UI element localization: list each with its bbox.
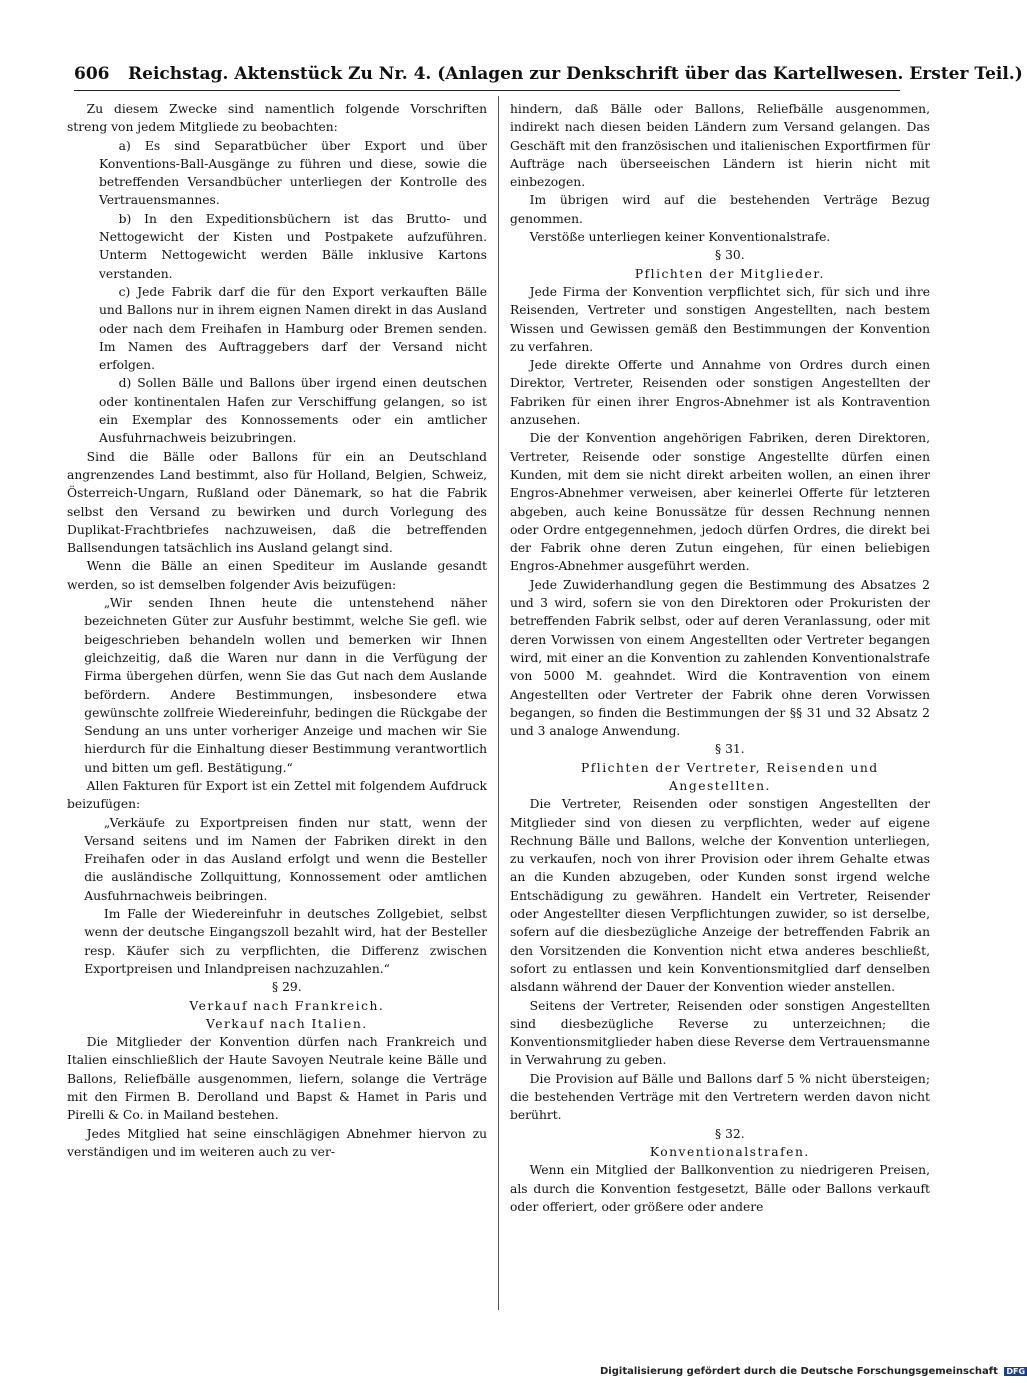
list-item-a: a) Es sind Separatbücher über Export und über Konventions-Ball-Ausgänge zu führen und diese, sowie die betreffenden Versandbücher unterliegen der Kontrolle des Vertrauensmannes. (98, 138, 487, 208)
paragraph: Wenn die Bälle an einen Spediteur im Auslande gesandt werden, so ist demselben folgender Avis beizufügen: (67, 559, 487, 592)
header-rule (74, 90, 900, 91)
paragraph: Wenn ein Mitglied der Ballkonvention zu niedrigeren Preisen, als durch die Konvention festgesetzt, Bälle oder Ballons verkauft oder offeriert, oder größere oder andere (510, 1163, 930, 1214)
paragraph: Die der Konvention angehörigen Fabriken, deren Direktoren, Vertreter, Reisende oder sonstige Angestellte dürfen einen Kunden, mit dem sie nicht direkt arbeiten wollen, an einen ihrer Engros-Abnehmer verweisen, aber keinerlei Offerte für letzteren abgeben, auch keine Bonussätze für dessen Rechnung nennen oder Ordre entgegennehmen, jedoch dürfen Ordres, die direkt bei der Fabrik ohne deren Zutun eingehen, für einen beliebigen Engros-Abnehmer ausgeführt werden. (510, 431, 930, 574)
section-number-31: § 31. (715, 742, 745, 757)
paragraph: hindern, daß Bälle oder Ballons, Reliefbälle ausgenommen, indirekt nach diesen beiden Ländern zum Versand gelangen. Das Geschäft mit den französischen und italienischen Exportfirmen für Aufträge nach überseeischen Ländern ist hierin nicht mit einbezogen. (510, 102, 930, 190)
paragraph: Die Provision auf Bälle und Ballons darf 5 % nicht übersteigen; die bestehenden Verträge mit den Vertretern werden davon nicht berührt. (510, 1071, 930, 1123)
paragraph: Jede Firma der Konvention verpflichtet sich, für sich und ihre Reisenden, Vertreter und sonstigen Angestellten, nach bestem Wissen und Gewissen gemäß den Bestimmungen der Konvention zu verfahren. (510, 284, 930, 354)
block-quote: Im Falle der Wiedereinfuhr in deutsches Zollgebiet, selbst wenn der deutsche Eingangszoll bezahlt wird, hat der Besteller resp. Käufer sich zu verpflichten, die Differenz zwischen Exportpreisen und Inlandpreisen nachzuzahlen.“ (84, 907, 487, 976)
paragraph: Die Mitglieder der Konvention dürfen nach Frankreich und Italien einschließlich der Haute Savoyen Neutrale keine Bälle und Ballons, Reliefbälle ausgenommen, liefern, solange die Verträge mit den Firmen B. Derolland und Bapst & Hamet in Paris und Pirelli & Co. in Mailand bestehen. (67, 1035, 487, 1123)
right-column (510, 100, 930, 1310)
paragraph: Jede direkte Offerte und Annahme von Ordres durch einen Direktor, Vertreter, Reisenden oder sonstigen Angestellten der Fabriken für einen ihrer Engros-Abnehmer ist als Kontravention anzusehen. (510, 358, 930, 428)
list-item-d: d) Sollen Bälle und Ballons über irgend einen deutschen oder kontinentalen Hafen zur Verschiffung gelangen, so ist ein Exemplar des Konnossements oder ein amtlicher Ausfuhrnachweis beizubringen. (98, 376, 487, 446)
page-number: 606 (74, 64, 110, 84)
running-header (74, 64, 1023, 88)
running-title: Reichstag. Aktenstück Zu Nr. 4. (Anlagen zur Denkschrift über das Kartellwesen. Erster Teil.) (128, 64, 1023, 84)
block-quote: „Verkäufe zu Exportpreisen finden nur statt, wenn der Versand seitens und im Namen der Fabriken direkt in den Freihafen oder in das Ausland erfolgt und wenn die Besteller die ausländische Zollquittung, Konnossement oder amtlichen Ausfuhrnachweis beibringen. (84, 815, 487, 903)
section-heading-france: Verkauf nach Frankreich. (189, 998, 385, 1013)
credit-text: Digitalisierung gefördert durch die Deutsche Forschungsgemeinschaft (600, 1366, 998, 1377)
paragraph: Jede Zuwiderhandlung gegen die Bestimmung des Absatzes 2 und 3 wird, sofern sie von den Direktoren oder Prokuristen der betreffenden Fabrik selbst, oder auf deren Veranlassung, oder mit deren Vorwissen von einem Angestellten oder Vertreter begangen wird, mit einer an die Konvention zu zahlenden Konventionalstrafe von 5000 M. geahndet. Wird die Kontravention von einem Angestellten oder Vertreter der Fabrik ohne deren Vorwissen begangen, so finden die Bestimmungen der §§ 31 und 32 Absatz 2 und 3 analoge Anwendung. (510, 577, 930, 739)
digitization-credit (600, 1366, 1026, 1380)
section-number-30: § 30. (715, 248, 745, 263)
block-quote: „Wir senden Ihnen heute die untenstehend näher bezeichneten Güter zur Ausfuhr bestimmt, welche Sie gefl. wie beigeschrieben behandeln wollen und bemerken wir Ihnen gleichzeitig, daß die Waren nur dann in die Verfügung der Firma übergehen dürfen, wenn Sie das Gut nach dem Auslande befördern. Andere Bestimmungen, insbesondere etwa gewünschte zollfreie Wiedereinfuhr, bedingen die Rückgabe der Sendung an uns unter vorheriger Anzeige und machen wir Sie hierdurch für die Einhaltung dieser Bestimmung verantwortlich und bitten um gefl. Bestätigung.“ (84, 596, 487, 775)
paragraph: Seitens der Vertreter, Reisenden oder sonstigen Angestellten sind diesbezügliche Reverse zu unterzeichnen; die Konventionsmitglieder haben diese Reverse dem Vertrauensmanne in Verwahrung zu geben. (510, 998, 930, 1068)
paragraph: Die Vertreter, Reisenden oder sonstigen Angestellten der Mitglieder sind von diesen zu verpflichten, weder auf eigene Rechnung Bälle und Ballons, welche der Konvention unterliegen, zu verkaufen, noch von ihrer Provision oder ihrem Gehalte etwas an die Kunden abzugeben, oder Kunden sonst irgend welche Entschädigung zu gewähren. Handelt ein Vertreter, Reisender oder Angestellter diesen Verpflichtungen zuwider, so ist derselbe, sofern auf die diesbezügliche Anzeige der betreffenden Fabrik an den Vorsitzenden die Konvention nicht etwa anderes beschließt, sofort zu entlassen und kein Konventionsmitglied darf denselben alsdann während der Dauer der Konvention wieder anstellen. (510, 797, 930, 995)
section-heading-representatives: Pflichten der Vertreter, Reisenden und Angestellten. (580, 760, 879, 793)
paragraph: Verstöße unterliegen keiner Konventionalstrafe. (529, 230, 831, 245)
list-item-b: b) In den Expeditionsbüchern ist das Brutto- und Nettogewicht der Kisten und Postpakete aufzuführen. Unterm Nettogewicht werden Bälle inklusive Kartons verstanden. (98, 211, 487, 281)
section-number-29: § 29. (272, 980, 302, 995)
section-number-32: § 32. (715, 1126, 745, 1141)
paragraph: Im übrigen wird auf die bestehenden Verträge Bezug genommen. (510, 193, 930, 226)
section-heading-italy: Verkauf nach Italien. (206, 1016, 368, 1031)
section-heading-penalties: Konventionalstrafen. (649, 1144, 810, 1159)
paragraph: Allen Fakturen für Export ist ein Zettel mit folgendem Aufdruck beizufügen: (67, 778, 487, 812)
list-item-c: c) Jede Fabrik darf die für den Export verkauften Bälle und Ballons nur in ihrem eignen Namen direkt in das Ausland oder nach dem Freihafen in Hamburg oder Bremen senden. Im Namen des Auftraggebers darf der Versand nicht erfolgen. (98, 284, 487, 373)
paragraph: Jedes Mitglied hat seine einschlägigen Abnehmer hiervon zu verständigen und im weiteren auch zu ver- (67, 1126, 487, 1159)
paragraph: Sind die Bälle oder Ballons für ein an Deutschland angrenzendes Land bestimmt, also für Holland, Belgien, Schweiz, Österreich-Ungarn, Rußland oder Dänemark, so hat die Fabrik selbst den Versand zu bewirken und durch Vorlegung des Duplikat-Frachtbriefes nachzuweisen, daß die betreffenden Ballsendungen tatsächlich ins Ausland gelangt sind. (67, 449, 487, 556)
left-column (67, 100, 487, 1310)
column-divider (498, 96, 499, 1310)
paragraph: Zu diesem Zwecke sind namentlich folgende Vorschriften streng von jedem Mitgliede zu beobachten: (67, 102, 487, 135)
section-heading-members: Pflichten der Mitglieder. (634, 266, 825, 281)
dfg-logo: DFG (1006, 1366, 1026, 1376)
